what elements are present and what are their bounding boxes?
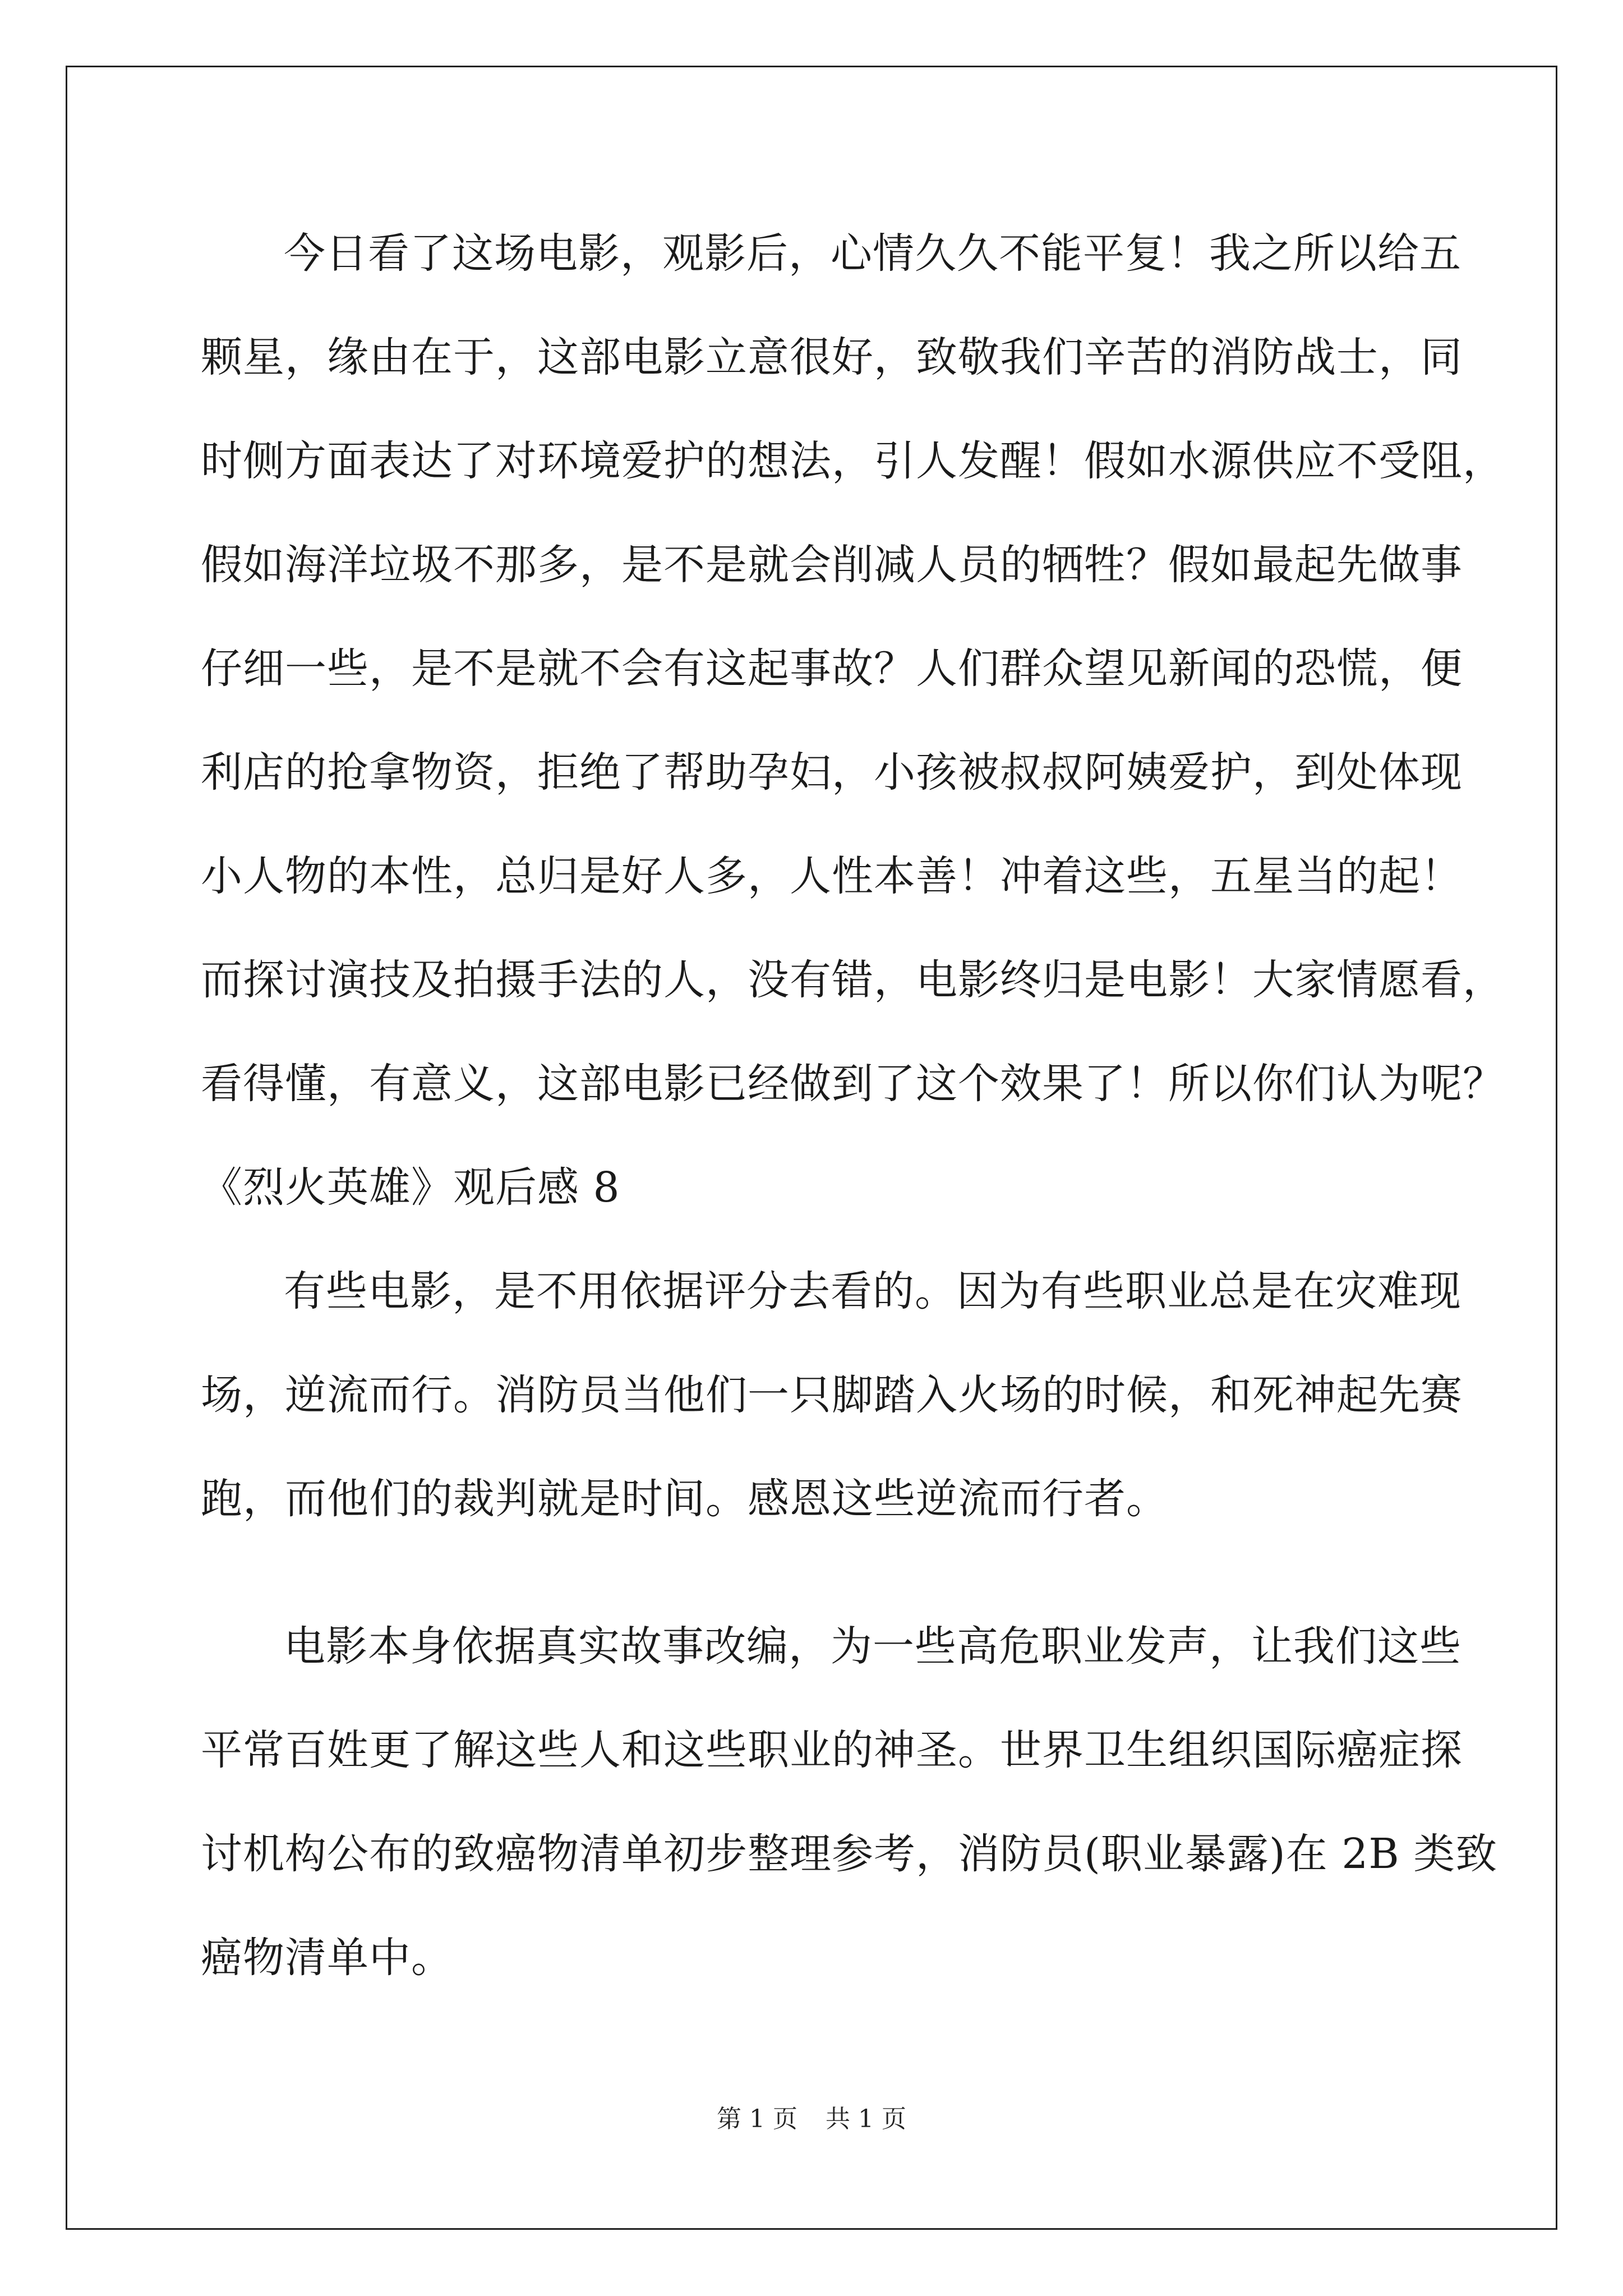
text-line: 仔细一些，是不是就不会有这起事故？人们群众望见新闻的恐慌，便 [201, 645, 1463, 693]
paragraph-2 [201, 1240, 1463, 1551]
text-line: 小人物的本性，总归是好人多，人性本善！冲着这些，五星当的起！ [201, 852, 1463, 900]
section-title: 《烈火英雄》观后感 8 [201, 1163, 620, 1212]
text-line: 跑，而他们的裁判就是时间。感恩这些逆流而行者。 [201, 1475, 1168, 1523]
text-line: 假如海洋垃圾不那多，是不是就会削减人员的牺牲？假如最起先做事 [201, 541, 1463, 589]
text-line: 电影本身依据真实故事改编，为一些高危职业发声，让我们这些 [284, 1622, 1461, 1671]
text-line: 平常百姓更了解这些人和这些职业的神圣。世界卫生组织国际癌症探 [201, 1726, 1463, 1774]
text-line: 颗星，缘由在于，这部电影立意很好，致敬我们辛苦的消防战士，同 [201, 333, 1463, 381]
text-line: 癌物清单中。 [201, 1934, 453, 1982]
paragraph-spacer [201, 1551, 1463, 1595]
document-body [201, 202, 1505, 2010]
text-line: 时侧方面表达了对环境爱护的想法，引人发醒！假如水源供应不受阻， [201, 437, 1505, 485]
text-line: 看得懂，有意义，这部电影已经做到了这个效果了！所以你们认为呢？ [201, 1060, 1505, 1108]
page-total: 共 1 页 [826, 2105, 906, 2133]
text-line: 有些电影，是不用依据评分去看的。因为有些职业总是在灾难现 [284, 1267, 1461, 1315]
text-line: 场，逆流而行。消防员当他们一只脚踏入火场的时候，和死神起先赛 [201, 1371, 1463, 1419]
text-line: 而探讨演技及拍摄手法的人，没有错，电影终归是电影！大家情愿看， [201, 956, 1505, 1004]
page-number: 第 1 页 [717, 2105, 797, 2133]
text-line: 讨机构公布的致癌物清单初步整理参考，消防员(职业暴露)在 2B 类致 [201, 1830, 1498, 1878]
text-line: 利店的抢拿物资，拒绝了帮助孕妇，小孩被叔叔阿姨爱护，到处体现 [201, 748, 1463, 797]
text-line: 今日看了这场电影，观影后，心情久久不能平复！我之所以给五 [284, 229, 1461, 278]
paragraph-1 [201, 202, 1505, 1136]
page-footer [0, 2102, 1623, 2136]
paragraph-3 [201, 1595, 1498, 2010]
